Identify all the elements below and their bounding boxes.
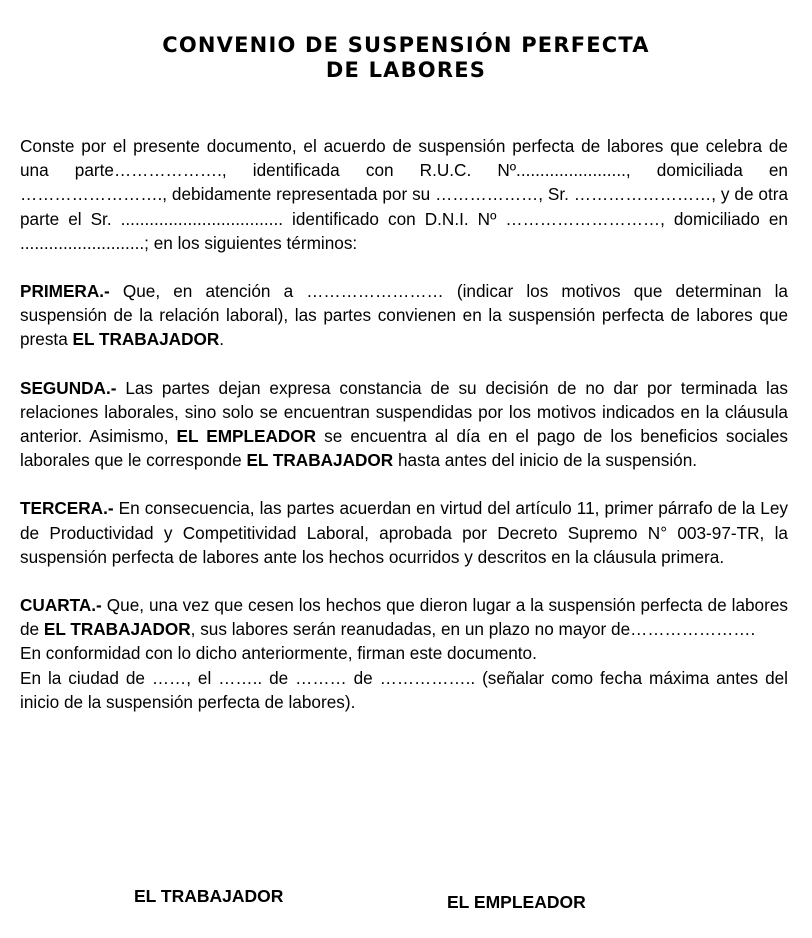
clause-cuarta-text-1: Que, una vez que cesen los hechos que dieron lugar a la suspensión perfecta de labores de	[20, 595, 788, 640]
clause-cuarta	[20, 593, 788, 641]
intro-paragraph: Conste por el presente documento, el acuerdo de suspensión perfecta de labores que celebra de una parte………………., identificada con R.U.C. Nº......................., domiciliada en ……………………., debidamente representada por su ………………, Sr. ……………………, y de otra parte el Sr. .................................. identificado con D.N.I. Nº ………………………, domiciliado en ..........................; en los siguientes términos:	[20, 136, 788, 253]
document-body	[20, 134, 788, 714]
clause-segunda-text-3: hasta antes del inicio de la suspensión.	[393, 450, 698, 471]
signature-trabajador: EL TRABAJADOR	[134, 886, 284, 906]
clause-primera	[20, 279, 788, 352]
clause-tercera-heading: TERCERA.-	[20, 498, 114, 519]
clause-segunda	[20, 376, 788, 473]
clause-segunda-heading: SEGUNDA.-	[20, 377, 117, 398]
document-title	[40, 33, 772, 83]
closing-line-2: En la ciudad de ……, el …….. de ……… de …………….. (señalar como fecha máxima antes del inicio de la suspensión perfecta de labores).	[20, 667, 788, 712]
clause-primera-text-2: .	[219, 329, 225, 350]
clause-primera-text-1: Que, en atención a …………………… (indicar los motivos que determinan la suspensión de la relación laboral), las partes convienen en la suspensión perfecta de labores que presta	[20, 281, 788, 350]
clause-segunda-bold-1: EL EMPLEADOR	[176, 426, 317, 447]
clause-segunda-bold-2: EL TRABAJADOR	[246, 450, 394, 471]
clause-cuarta-heading: CUARTA.-	[20, 595, 102, 616]
clause-cuarta-text-2: , sus labores serán reanudadas, en un plazo no mayor de………………….	[190, 619, 756, 640]
clause-tercera-text-1: En consecuencia, las partes acuerdan en virtud del artículo 11, primer párrafo de la Ley de Productividad y Competitividad Laboral, aprobada por Decreto Supremo N° 003-97-TR, la suspensión perfecta de labores ante los hechos ocurridos y descritos en la cláusula primera.	[20, 498, 788, 567]
title-line-1: CONVENIO DE SUSPENSIÓN PERFECTA	[162, 33, 650, 57]
clause-segunda-text-2: se encuentra al día en el pago de los beneficios sociales laborales que le corresponde	[20, 426, 788, 471]
clause-cuarta-bold-1: EL TRABAJADOR	[43, 619, 191, 640]
clause-primera-heading: PRIMERA.-	[20, 281, 110, 302]
clause-primera-bold-1: EL TRABAJADOR	[72, 329, 220, 350]
clause-segunda-text-1: Las partes dejan expresa constancia de su decisión de no dar por terminada las relaciones laborales, sino solo se encuentran suspendidas por los motivos indicados en la cláusula anterior. Asimismo,	[20, 377, 788, 447]
title-line-2: DE LABORES	[325, 58, 487, 82]
closing-line-1: En conformidad con lo dicho anteriormente, firman este documento.	[20, 643, 537, 664]
signature-empleador: EL EMPLEADOR	[447, 892, 586, 912]
clause-tercera	[20, 496, 788, 569]
